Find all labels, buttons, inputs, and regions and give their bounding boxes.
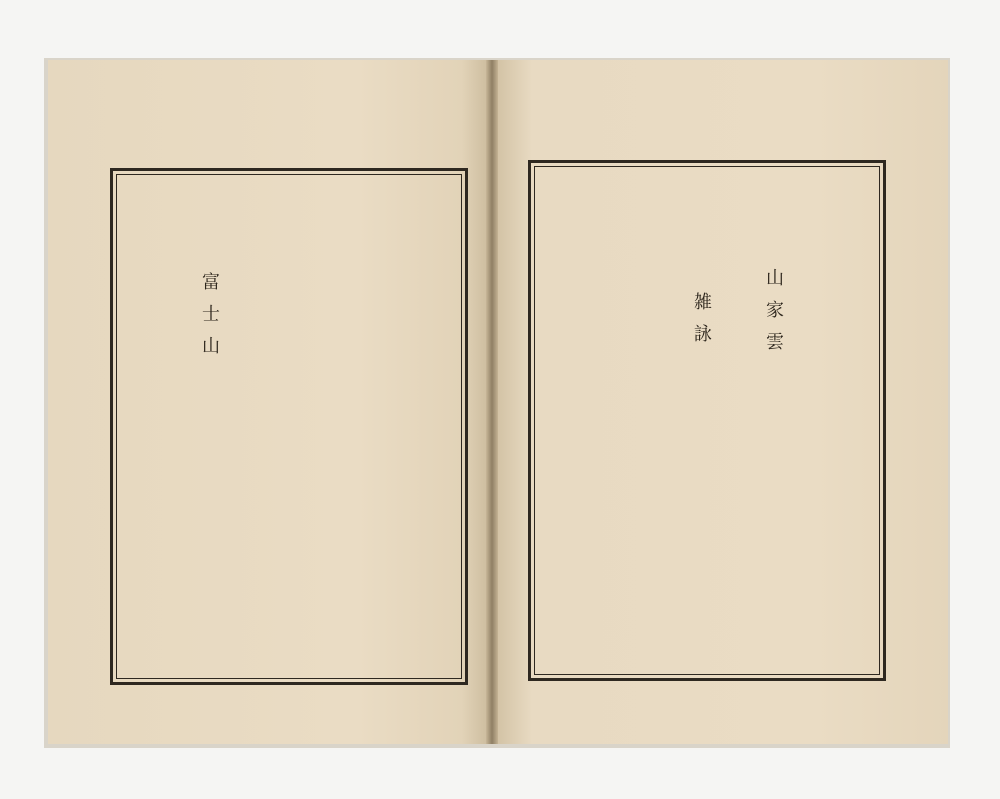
left-text-column-2 <box>385 210 411 640</box>
left-text-column-6 <box>241 210 267 640</box>
right-text-column-5 <box>614 210 640 640</box>
right-heading-zatsuei: 雑詠 <box>691 292 712 356</box>
right-text-column-6 <box>578 210 604 640</box>
right-text-column-7 <box>542 210 568 640</box>
right-text-column-2 <box>802 210 828 640</box>
right-text-column-3 <box>724 210 750 640</box>
right-text-column-1 <box>838 210 864 640</box>
right-text-column-4 <box>650 210 676 640</box>
left-text-column-4 <box>313 210 339 640</box>
left-text-column-3 <box>349 210 375 640</box>
left-text-column-1 <box>422 210 448 640</box>
left-text-column-8 <box>118 210 144 640</box>
left-text-column-5 <box>277 210 303 640</box>
left-heading-fuji: 富士山 <box>199 272 220 368</box>
book-gutter <box>486 60 498 744</box>
left-text-column-7 <box>154 210 180 640</box>
right-heading-sanka-un: 山家雲 <box>763 268 784 364</box>
